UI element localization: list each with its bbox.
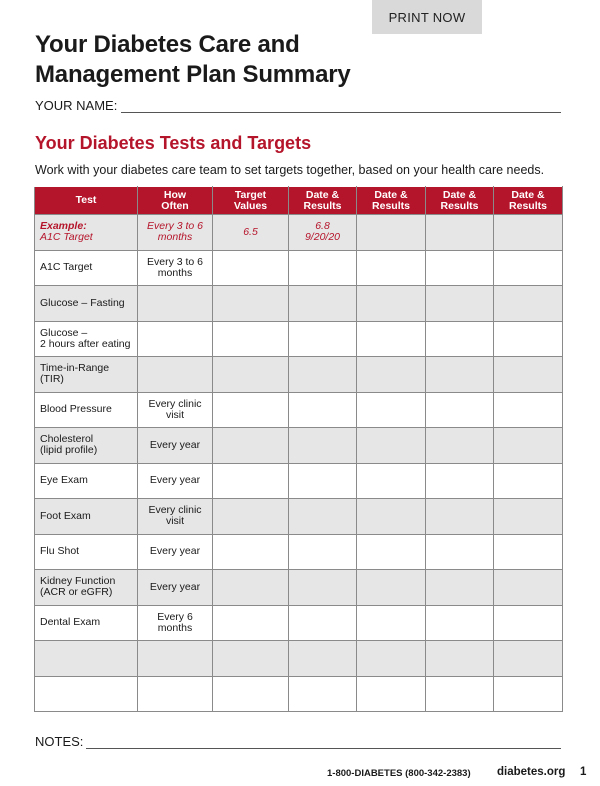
date-result-cell[interactable] bbox=[357, 321, 426, 357]
date-result-cell[interactable] bbox=[494, 534, 563, 570]
section-title: Your Diabetes Tests and Targets bbox=[35, 133, 312, 153]
how-often-cell bbox=[138, 463, 213, 499]
table-row bbox=[35, 641, 563, 677]
date-result-cell[interactable] bbox=[426, 286, 494, 322]
example-target: 6.5 bbox=[243, 225, 258, 238]
test-name-cell bbox=[35, 605, 138, 641]
target-value-cell[interactable] bbox=[213, 534, 289, 570]
date-result-cell[interactable] bbox=[426, 534, 494, 570]
date-result-cell[interactable] bbox=[426, 357, 494, 393]
header-label: Date & Results bbox=[509, 188, 547, 212]
table-row bbox=[35, 357, 563, 393]
date-result-cell[interactable] bbox=[426, 321, 494, 357]
date-result-cell[interactable] bbox=[357, 641, 426, 677]
table-row bbox=[35, 605, 563, 641]
date-result-cell[interactable] bbox=[494, 499, 563, 535]
how-often-cell bbox=[138, 676, 213, 712]
target-value-cell[interactable] bbox=[213, 676, 289, 712]
example-often: Every 3 to 6 months bbox=[146, 220, 204, 244]
table-row bbox=[35, 676, 563, 712]
table-row bbox=[35, 286, 563, 322]
table-row bbox=[35, 463, 563, 499]
test-name: Flu Shot bbox=[40, 545, 80, 558]
test-name-cell bbox=[35, 534, 138, 570]
test-name: Kidney Function (ACR or eGFR) bbox=[40, 575, 116, 599]
how-often-cell bbox=[138, 641, 213, 677]
table-row bbox=[35, 250, 563, 286]
date-result-cell[interactable] bbox=[494, 321, 563, 357]
header-label: Test bbox=[75, 194, 97, 206]
example-often-cell bbox=[138, 215, 213, 251]
target-value-cell[interactable] bbox=[213, 570, 289, 606]
target-value-cell[interactable] bbox=[213, 250, 289, 286]
test-name-cell bbox=[35, 676, 138, 712]
date-result-cell[interactable] bbox=[426, 392, 494, 428]
title-line-2: Management Plan Summary bbox=[35, 61, 351, 88]
date-result-cell[interactable] bbox=[289, 250, 357, 286]
test-name: Glucose – 2 hours after eating bbox=[40, 326, 131, 350]
intro-text: Work with your diabetes care team to set targets together, based on your health care needs. bbox=[35, 163, 545, 177]
how-often-cell bbox=[138, 392, 213, 428]
test-name: Glucose – Fasting bbox=[40, 296, 125, 309]
how-often-cell bbox=[138, 250, 213, 286]
how-often-cell bbox=[138, 605, 213, 641]
test-name-cell bbox=[35, 641, 138, 677]
test-name-cell bbox=[35, 392, 138, 428]
header-date-results-4 bbox=[494, 187, 563, 215]
date-result-cell[interactable] bbox=[289, 605, 357, 641]
test-name-cell bbox=[35, 499, 138, 535]
target-value-cell[interactable] bbox=[213, 321, 289, 357]
table-row bbox=[35, 499, 563, 535]
header-date-results-3 bbox=[426, 187, 494, 215]
header-label: Date & Results bbox=[372, 188, 410, 212]
example-label: Example: bbox=[40, 220, 87, 233]
date-result-cell[interactable] bbox=[494, 250, 563, 286]
example-empty-cell bbox=[357, 215, 426, 251]
header-label: How Often bbox=[161, 188, 189, 212]
test-name-cell bbox=[35, 428, 138, 464]
date-result-cell[interactable] bbox=[357, 250, 426, 286]
date-result-cell[interactable] bbox=[426, 463, 494, 499]
how-often-cell bbox=[138, 286, 213, 322]
header-date-results-2 bbox=[357, 187, 426, 215]
date-result-cell[interactable] bbox=[357, 570, 426, 606]
header-test bbox=[35, 187, 138, 215]
how-often: Every year bbox=[149, 474, 201, 487]
date-result-cell[interactable] bbox=[494, 605, 563, 641]
page-number: 1 bbox=[580, 766, 587, 778]
footer-phone: 1-800-DIABETES (800-342-2383) bbox=[327, 768, 471, 779]
notes-input[interactable] bbox=[86, 736, 561, 749]
footer-site: diabetes.org bbox=[497, 766, 566, 778]
test-name-cell bbox=[35, 321, 138, 357]
test-name-cell bbox=[35, 286, 138, 322]
date-result-cell[interactable] bbox=[289, 286, 357, 322]
table-row bbox=[35, 392, 563, 428]
target-value-cell[interactable] bbox=[213, 357, 289, 393]
date-result-cell[interactable] bbox=[289, 321, 357, 357]
date-result-cell[interactable] bbox=[289, 676, 357, 712]
date-result-cell[interactable] bbox=[357, 428, 426, 464]
date-result-cell[interactable] bbox=[426, 570, 494, 606]
date-result-cell[interactable] bbox=[494, 570, 563, 606]
date-result-cell[interactable] bbox=[426, 428, 494, 464]
date-result-cell[interactable] bbox=[494, 392, 563, 428]
test-name: Time-in-Range (TIR) bbox=[40, 362, 110, 386]
date-result-cell[interactable] bbox=[289, 463, 357, 499]
how-often-cell bbox=[138, 428, 213, 464]
test-name: Foot Exam bbox=[40, 509, 91, 522]
header-date-results-1 bbox=[289, 187, 357, 215]
date-result-cell[interactable] bbox=[426, 641, 494, 677]
table-row bbox=[35, 428, 563, 464]
example-test: A1C Target bbox=[40, 231, 93, 244]
title-line-1: Your Diabetes Care and bbox=[35, 31, 300, 58]
date-result-cell[interactable] bbox=[494, 286, 563, 322]
test-name-cell bbox=[35, 250, 138, 286]
test-name-cell bbox=[35, 357, 138, 393]
page-title bbox=[35, 30, 351, 90]
header-label: Date & Results bbox=[303, 188, 342, 212]
how-often: Every 6 months bbox=[157, 610, 193, 634]
date-result-cell[interactable] bbox=[357, 357, 426, 393]
test-name: Eye Exam bbox=[40, 474, 88, 487]
test-name-cell bbox=[35, 463, 138, 499]
target-value-cell[interactable] bbox=[213, 392, 289, 428]
target-value-cell[interactable] bbox=[213, 605, 289, 641]
how-often: Every 3 to 6 months bbox=[146, 255, 204, 279]
notes-label: NOTES: bbox=[35, 734, 84, 749]
date-result-cell[interactable] bbox=[357, 286, 426, 322]
test-name: Blood Pressure bbox=[40, 403, 112, 416]
example-result: 6.8 9/20/20 bbox=[304, 220, 341, 244]
tests-table bbox=[34, 186, 563, 712]
notes-row bbox=[35, 733, 561, 749]
how-often: Every year bbox=[149, 545, 201, 558]
how-often-cell bbox=[138, 357, 213, 393]
example-test-cell bbox=[35, 215, 138, 251]
date-result-cell[interactable] bbox=[494, 357, 563, 393]
example-row bbox=[35, 215, 563, 251]
date-result-cell[interactable] bbox=[357, 499, 426, 535]
header-target-values bbox=[213, 187, 289, 215]
date-result-cell[interactable] bbox=[357, 463, 426, 499]
test-name-cell bbox=[35, 570, 138, 606]
date-result-cell[interactable] bbox=[357, 534, 426, 570]
how-often-cell bbox=[138, 570, 213, 606]
test-name: Dental Exam bbox=[40, 616, 101, 629]
how-often: Every clinic visit bbox=[148, 504, 202, 528]
how-often-cell bbox=[138, 534, 213, 570]
name-row bbox=[35, 97, 561, 113]
name-label: YOUR NAME: bbox=[35, 98, 118, 113]
how-often: Every year bbox=[149, 438, 201, 451]
how-often-cell bbox=[138, 499, 213, 535]
table-row bbox=[35, 570, 563, 606]
name-input[interactable] bbox=[121, 100, 561, 113]
date-result-cell[interactable] bbox=[289, 534, 357, 570]
example-result-cell bbox=[289, 215, 357, 251]
test-name: Cholesterol (lipid profile) bbox=[40, 433, 98, 457]
table-row bbox=[35, 534, 563, 570]
test-name: A1C Target bbox=[40, 261, 93, 274]
date-result-cell[interactable] bbox=[357, 392, 426, 428]
date-result-cell[interactable] bbox=[289, 641, 357, 677]
target-value-cell[interactable] bbox=[213, 428, 289, 464]
how-often: Every clinic visit bbox=[148, 397, 202, 421]
date-result-cell[interactable] bbox=[426, 605, 494, 641]
target-value-cell[interactable] bbox=[213, 499, 289, 535]
date-result-cell[interactable] bbox=[289, 428, 357, 464]
example-target-cell bbox=[213, 215, 289, 251]
date-result-cell[interactable] bbox=[426, 499, 494, 535]
example-empty-cell bbox=[494, 215, 563, 251]
target-value-cell[interactable] bbox=[213, 463, 289, 499]
print-now-button[interactable]: PRINT NOW bbox=[372, 0, 482, 34]
date-result-cell[interactable] bbox=[494, 641, 563, 677]
table-row bbox=[35, 321, 563, 357]
header-label: Target Values bbox=[233, 188, 268, 212]
date-result-cell[interactable] bbox=[494, 463, 563, 499]
date-result-cell[interactable] bbox=[289, 392, 357, 428]
date-result-cell[interactable] bbox=[357, 676, 426, 712]
date-result-cell[interactable] bbox=[357, 605, 426, 641]
date-result-cell[interactable] bbox=[426, 250, 494, 286]
date-result-cell[interactable] bbox=[426, 676, 494, 712]
date-result-cell[interactable] bbox=[289, 499, 357, 535]
table-header-row bbox=[35, 187, 563, 215]
example-empty-cell bbox=[426, 215, 494, 251]
date-result-cell[interactable] bbox=[289, 570, 357, 606]
date-result-cell[interactable] bbox=[494, 676, 563, 712]
how-often-cell bbox=[138, 321, 213, 357]
header-label: Date & Results bbox=[440, 188, 479, 212]
date-result-cell[interactable] bbox=[289, 357, 357, 393]
target-value-cell[interactable] bbox=[213, 286, 289, 322]
header-how-often bbox=[138, 187, 213, 215]
how-often: Every year bbox=[149, 580, 201, 593]
date-result-cell[interactable] bbox=[494, 428, 563, 464]
target-value-cell[interactable] bbox=[213, 641, 289, 677]
